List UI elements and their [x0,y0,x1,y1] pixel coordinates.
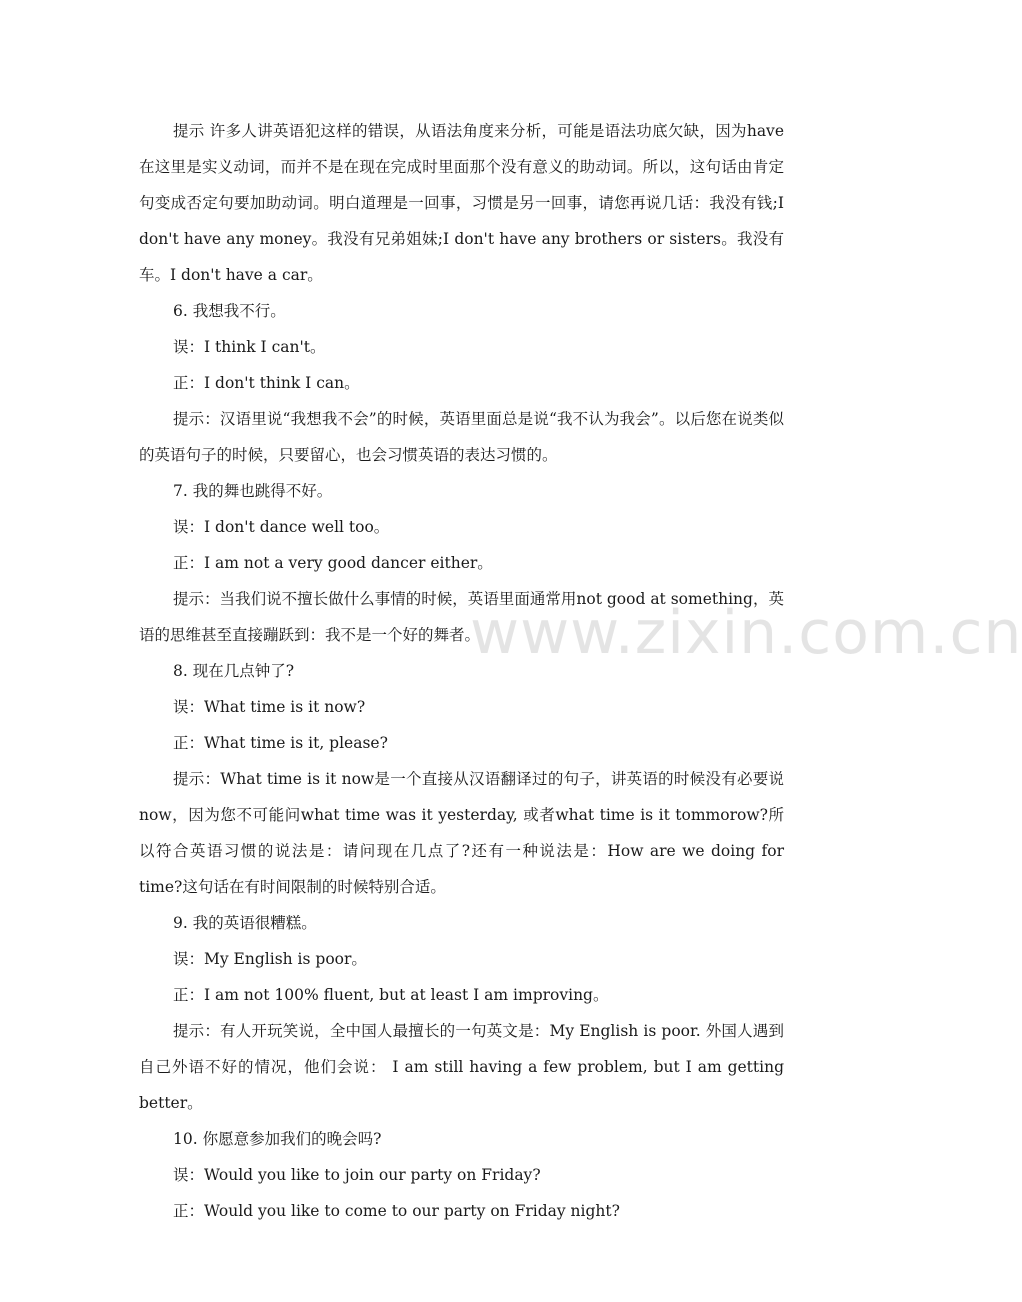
item-7-heading: 7. 我的舞也跳得不好。 [173,482,333,500]
watermark: www.zixin.com.cn [470,598,1022,668]
item-6-wrong: 误：I think I can't。 [173,338,326,356]
item-8-hint: 提示：What time is it now是一个直接从汉语翻译过的句子，讲英语的时候没有必要说now，因为您不可能问what time was it yesterday, 或者what time is it tommorow?所以符合英语习惯的说法是：请问现在几点了?还有一种说法是：How are we doing for time?这句话在有时间限制的时候特别合适。 [139,770,784,896]
paragraph-hint-have: 提示 许多人讲英语犯这样的错误，从语法角度来分析，可能是语法功底欠缺，因为have在这里是实义动词，而并不是在现在完成时里面那个没有意义的助动词。所以，这句话由肯定句变成否定句要加助动词。明白道理是一回事，习惯是另一回事，请您再说几话：我没有钱;I don't have any money。我没有兄弟姐妹;I don't have any brothers or sisters。我没有车。I don't have a car。 [139,122,784,284]
item-8-right: 正：What time is it, please? [173,734,388,752]
item-7-wrong: 误：I don't dance well too。 [173,518,390,536]
item-6-hint: 提示：汉语里说“我想我不会”的时候，英语里面总是说“我不认为我会”。以后您在说类似的英语句子的时候，只要留心，也会习惯英语的表达习惯的。 [139,410,784,464]
item-9-wrong: 误：My English is poor。 [173,950,367,968]
item-6-right: 正：I don't think I can。 [173,374,360,392]
item-8-wrong: 误：What time is it now? [173,698,366,716]
item-8-heading: 8. 现在几点钟了? [173,662,295,680]
item-9-heading: 9. 我的英语很糟糕。 [173,914,317,932]
item-10-wrong: 误：Would you like to join our party on Friday? [173,1166,541,1184]
item-7-right: 正：I am not a very good dancer either。 [173,554,493,572]
item-10-right: 正：Would you like to come to our party on Friday night? [173,1202,620,1220]
item-9-right: 正：I am not 100% fluent, but at least I am improving。 [173,986,609,1004]
item-6-heading: 6. 我想我不行。 [173,302,286,320]
item-7-hint: 提示：当我们说不擅长做什么事情的时候，英语里面通常用not good at something，英语的思维甚至直接蹦跃到：我不是一个好的舞者。 [139,590,784,644]
item-10-heading: 10. 你愿意参加我们的晚会吗? [173,1130,382,1148]
item-9-hint: 提示：有人开玩笑说，全中国人最擅长的一句英文是：My English is poor. 外国人遇到自己外语不好的情况，他们会说： I am still having a few problem, but I am getting better。 [139,1022,784,1112]
document-body [139,113,784,1229]
